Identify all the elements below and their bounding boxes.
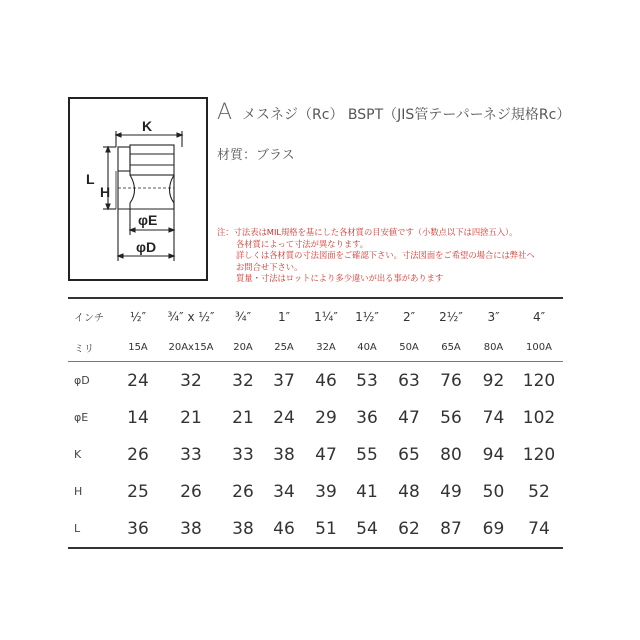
table-cell: 21 [232, 407, 254, 428]
inch-cell: ½″ [118, 298, 158, 334]
table-cell: 36 [118, 510, 158, 548]
table-cell: 120 [522, 444, 556, 465]
inch-row [68, 298, 563, 334]
table-cell: 14 [127, 407, 149, 428]
table-cell: 25 [127, 481, 149, 502]
table-cell: 33 [180, 444, 202, 465]
table-cell: 38 [273, 444, 295, 465]
inch-cell: 4″ [515, 298, 563, 334]
table-cell: 38 [158, 510, 224, 548]
table-cell: 32 [232, 370, 254, 391]
note-line: 質量・寸法はロットにより多少違いが出る事があります [236, 273, 444, 284]
label-k: K [142, 118, 153, 134]
table-cell: 41 [356, 481, 378, 502]
inch-cell: 1″ [262, 298, 306, 334]
table-cell: 92 [482, 370, 505, 391]
note-line: 注：寸法表はMIL規格を基にした各材質の目安値です（小数点以下は四捨五入）。 [217, 227, 518, 237]
inch-cell: 3″ [472, 298, 515, 334]
inch-label: インチ [68, 298, 118, 334]
table-cell: 51 [306, 510, 346, 548]
table-cell: 55 [356, 444, 378, 465]
note-line: お問合せ下さい。 [236, 261, 303, 272]
table-cell: 87 [430, 510, 472, 548]
product-title [217, 100, 570, 125]
table-cell: 26 [127, 444, 149, 465]
milli-cell: 100A [515, 334, 563, 362]
table-cell: 48 [398, 481, 420, 502]
table-cell: 47 [315, 444, 337, 465]
inch-cell: 2″ [388, 298, 430, 334]
table-cell: 52 [528, 481, 550, 502]
notes-block [217, 227, 535, 285]
table-cell: 29 [315, 407, 337, 428]
table-row [68, 436, 563, 473]
table-cell: 24 [273, 407, 295, 428]
milli-cell: 50A [388, 334, 430, 362]
table-row [68, 473, 563, 510]
table-cell: 120 [522, 370, 556, 391]
note-line: 詳しくは各材質の寸法図面をご確認下さい。寸法図面をご希望の場合には弊社へ [236, 250, 535, 261]
table-row [68, 399, 563, 436]
table-cell: 39 [315, 481, 337, 502]
table-cell: 32 [180, 370, 202, 391]
thread-description: メスネジ（Rc） BSPT（JIS管テーパーネジ規格Rc） [242, 107, 571, 123]
milli-cell: 80A [472, 334, 515, 362]
table-cell: 21 [180, 407, 202, 428]
table-cell: 62 [388, 510, 430, 548]
milli-cell: 40A [346, 334, 388, 362]
milli-row [68, 334, 563, 362]
inch-cell: ¾″ [224, 298, 262, 334]
table-cell: 53 [356, 370, 378, 391]
label-phi-e: φE [138, 212, 158, 228]
table-cell: 34 [273, 481, 295, 502]
table-cell: 94 [482, 444, 505, 465]
milli-cell: 25A [262, 334, 306, 362]
material-label: 材質：ブラス [217, 148, 295, 163]
table-cell: 63 [398, 370, 420, 391]
label-phi-d: φD [136, 239, 157, 255]
row-label: K [74, 448, 82, 461]
table-cell: 74 [482, 407, 505, 428]
type-letter: A [217, 100, 233, 125]
milli-cell: 20Ax15A [158, 334, 224, 362]
label-l: L [86, 171, 95, 187]
row-label: φE [74, 411, 89, 424]
table-cell: 76 [440, 370, 462, 391]
table-cell: 50 [482, 481, 505, 502]
dimension-table [68, 297, 563, 549]
milli-cell: 20A [224, 334, 262, 362]
milli-cell: 15A [118, 334, 158, 362]
inch-cell: 1½″ [346, 298, 388, 334]
table-cell: 49 [440, 481, 462, 502]
table-cell: 69 [472, 510, 515, 548]
table-cell: 36 [356, 407, 378, 428]
table-cell: 26 [180, 481, 202, 502]
table-cell: 46 [315, 370, 337, 391]
table-cell: 65 [398, 444, 420, 465]
row-label: φD [74, 374, 90, 387]
table-row [68, 362, 563, 400]
table-cell: 74 [515, 510, 563, 548]
table-cell: 56 [440, 407, 462, 428]
row-label: H [74, 485, 83, 498]
fitting-drawing [70, 99, 210, 283]
table-cell: 54 [346, 510, 388, 548]
inch-cell: 2½″ [430, 298, 472, 334]
label-h: H [100, 184, 111, 200]
table-cell: 33 [232, 444, 254, 465]
inch-cell: 1¼″ [306, 298, 346, 334]
inch-cell: ¾″ x ½″ [158, 298, 224, 334]
table-cell: 47 [398, 407, 420, 428]
milli-cell: 32A [306, 334, 346, 362]
table-cell: 46 [262, 510, 306, 548]
table-cell: 37 [273, 370, 295, 391]
note-line: 各材質によって寸法が異なります。 [236, 238, 369, 249]
milli-label: ミリ [68, 334, 118, 362]
table-cell: 26 [232, 481, 254, 502]
table-cell: 80 [440, 444, 462, 465]
row-label: L [68, 510, 118, 548]
table-cell: 38 [224, 510, 262, 548]
table-cell: 102 [522, 407, 556, 428]
table-cell: 24 [127, 370, 149, 391]
milli-cell: 65A [430, 334, 472, 362]
fitting-diagram [68, 97, 208, 281]
table-row [68, 510, 563, 548]
